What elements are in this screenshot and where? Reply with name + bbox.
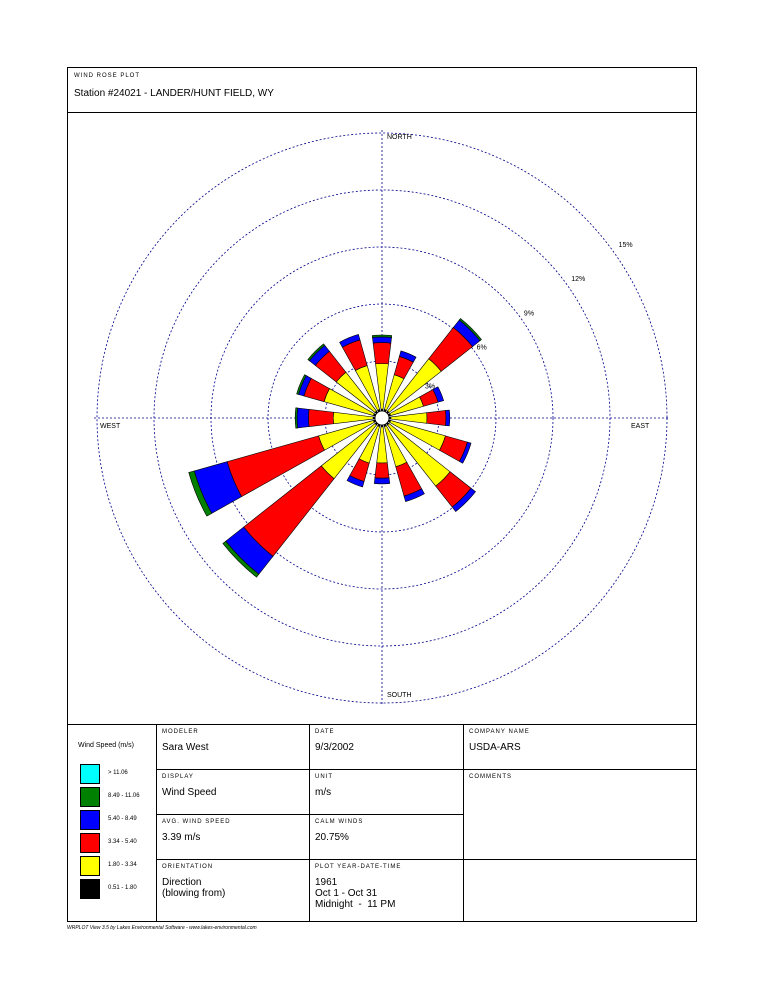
date-cell xyxy=(309,724,464,770)
legend-item xyxy=(80,787,160,807)
period-label: PLOT YEAR-DATE-TIME xyxy=(315,864,402,870)
modeler-cell xyxy=(156,724,310,770)
petal-segment xyxy=(446,410,450,426)
legend-label: 3.34 - 5.40 xyxy=(108,839,137,845)
calm-value: 20.75% xyxy=(315,832,349,843)
legend-swatch xyxy=(80,856,100,876)
legend-title: Wind Speed (m/s) xyxy=(78,742,135,749)
calm-label: CALM WINDS xyxy=(315,819,364,825)
petal-segment xyxy=(377,427,388,463)
petal-segment xyxy=(308,409,333,426)
date-label: DATE xyxy=(315,729,335,735)
unit-cell xyxy=(309,769,464,815)
legend-swatch xyxy=(80,810,100,830)
legend-label: 8.49 - 11.06 xyxy=(108,793,140,799)
calm-circle xyxy=(375,411,389,425)
ring-label: 12% xyxy=(571,276,586,284)
legend-label: 5.40 - 8.49 xyxy=(108,816,137,822)
legend-label: 1.80 - 3.34 xyxy=(108,862,137,868)
plot-type-label: WIND ROSE PLOT xyxy=(74,73,141,79)
orientation-label: ORIENTATION xyxy=(162,864,214,870)
legend-item xyxy=(80,879,160,899)
avg-speed-cell xyxy=(156,814,310,860)
display-label: DISPLAY xyxy=(162,774,194,780)
modeler-label: MODELER xyxy=(162,729,199,735)
petal-segment xyxy=(297,408,309,428)
petal-segment xyxy=(372,337,391,343)
compass-south: SOUTH xyxy=(387,692,412,699)
station-title: Station #24021 - LANDER/HUNT FIELD, WY xyxy=(74,88,274,99)
avg-speed-label: AVG. WIND SPEED xyxy=(162,819,231,825)
compass-west: WEST xyxy=(100,423,121,430)
unit-value: m/s xyxy=(315,787,332,798)
legend-swatch xyxy=(80,787,100,807)
comments-cell xyxy=(463,769,697,860)
petal-segment xyxy=(295,408,297,428)
modeler-value: Sara West xyxy=(162,742,209,753)
footer-credit: WRPLOT View 3.5 by Lakes Environmental Software - www.lakes-environmental.com xyxy=(67,925,257,931)
display-cell xyxy=(156,769,310,815)
period-cell xyxy=(309,859,464,922)
rose-petals xyxy=(189,319,482,578)
petal-segment xyxy=(427,410,446,425)
legend-label: 0.51 - 1.80 xyxy=(108,885,137,891)
company-label: COMPANY NAME xyxy=(469,729,530,735)
ring-label: 9% xyxy=(523,310,535,318)
legend-item xyxy=(80,833,160,853)
compass-north: NORTH xyxy=(387,134,412,141)
orientation-cell xyxy=(156,859,310,922)
legend-item xyxy=(80,764,160,784)
legend-label: > 11.06 xyxy=(108,770,128,776)
avg-speed-value: 3.39 m/s xyxy=(162,832,201,843)
legend-item xyxy=(80,810,160,830)
legend-swatch xyxy=(80,879,100,899)
petal-segment xyxy=(373,343,391,364)
calm-cell xyxy=(309,814,464,860)
legend-swatch xyxy=(80,764,100,784)
petal-segment xyxy=(375,463,389,479)
petal-segment xyxy=(391,413,427,424)
blank-cell xyxy=(463,859,697,922)
petal-segment xyxy=(374,478,389,484)
period-value: 1961 Oct 1 - Oct 31 Midnight - 11 PM xyxy=(315,877,396,910)
company-cell xyxy=(463,724,697,770)
ring-label: 3% xyxy=(425,383,436,391)
ring-label: 15% xyxy=(618,242,633,249)
ring-label: 6% xyxy=(476,344,487,352)
comments-label: COMMENTS xyxy=(469,774,512,780)
display-value: Wind Speed xyxy=(162,787,217,798)
legend-item xyxy=(80,856,160,876)
date-value: 9/3/2002 xyxy=(315,742,354,753)
unit-label: UNIT xyxy=(315,774,333,780)
legend-swatch xyxy=(80,833,100,853)
orientation-value: Direction (blowing from) xyxy=(162,877,226,899)
petal-segment xyxy=(372,335,392,337)
company-value: USDA-ARS xyxy=(469,742,521,753)
compass-east: EAST xyxy=(631,423,650,430)
